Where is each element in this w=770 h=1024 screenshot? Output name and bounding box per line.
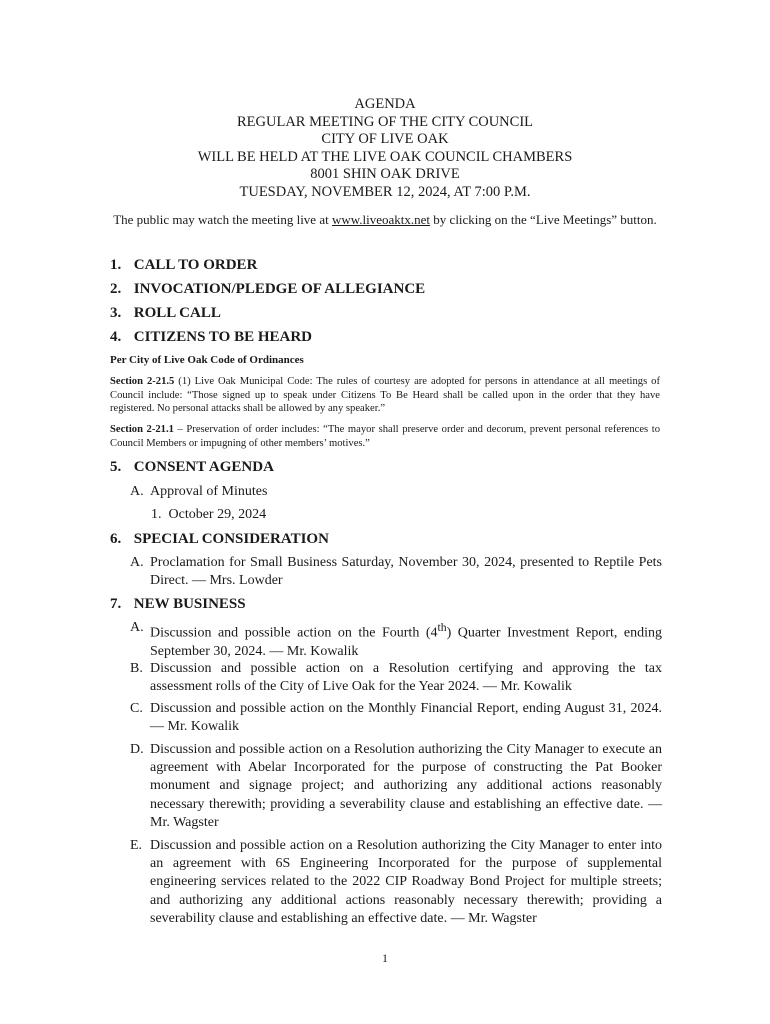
header-location: WILL BE HELD AT THE LIVE OAK COUNCIL CHAMBERS xyxy=(197,148,573,165)
section-citizens-to-be-heard xyxy=(110,329,312,346)
section-number: 1. xyxy=(110,257,122,273)
new-business-item-e xyxy=(130,837,662,928)
item-text: Discussion and possible action on the Monthly Financial Report, ending August 31, 2024. — Mr. Kowalik xyxy=(150,701,662,735)
section-title: INVOCATION/PLEDGE OF ALLEGIANCE xyxy=(133,281,426,297)
header-meeting-type: REGULAR MEETING OF THE CITY COUNCIL xyxy=(236,113,534,130)
section-number: 6. xyxy=(110,531,122,547)
paragraph-text: (1) Live Oak Municipal Code: The rules of courtesy are adopted for persons in attendance at all meetings of Council include: “Those signed up to speak under Citizens To Be Heard shall be called upon in the order that they have registered. No personal attacks shall be allowed by any speaker.” xyxy=(110,376,661,414)
section-2-21-5-paragraph xyxy=(110,375,660,416)
item-label: B. xyxy=(130,661,143,676)
section-title: ROLL CALL xyxy=(133,305,221,321)
item-label: A. xyxy=(130,620,144,635)
item-text: Discussion and possible action on a Resolution authorizing the City Manager to enter into an agreement with 6S Engineering Incorporated for the purpose of supplemental engineering services related to the 2022 CIP Roadway Bond Project for multiple streets; and authorizing any additional actions reasonably necessary therewith; providing a severability clause and establishing an effective date. — Mr. Wagster xyxy=(150,838,662,926)
consent-item-a xyxy=(130,483,662,501)
item-text: Discussion and possible action on the Fourth (4th) Quarter Investment Report, ending September 30, 2024. — Mr. Kowalik xyxy=(150,621,663,659)
item-label: A. xyxy=(130,484,144,499)
header-title: AGENDA xyxy=(354,96,416,112)
new-business-item-b xyxy=(130,660,662,696)
section-consent-agenda xyxy=(110,459,274,476)
paragraph-text: – Preservation of order includes: “The mayor shall preserve order and decorum, prevent personal references to Council Members or impugning of other members’ motives.” xyxy=(110,424,661,449)
section-call-to-order xyxy=(110,257,257,274)
section-2-21-1-paragraph xyxy=(110,423,660,450)
section-title: NEW BUSINESS xyxy=(133,596,246,612)
special-item-a xyxy=(130,554,662,590)
paragraph-label: Section 2-21.5 xyxy=(110,376,175,387)
section-number: 2. xyxy=(110,281,122,297)
section-number: 5. xyxy=(110,459,122,475)
section-title: CALL TO ORDER xyxy=(133,257,258,273)
item-label: A. xyxy=(130,555,144,570)
section-title: SPECIAL CONSIDERATION xyxy=(133,531,329,547)
item-text: October 29, 2024 xyxy=(168,507,267,522)
website-link[interactable]: www.liveoaktx.net xyxy=(331,212,431,227)
new-business-item-a xyxy=(130,619,662,661)
header-datetime: TUESDAY, NOVEMBER 12, 2024, AT 7:00 P.M. xyxy=(239,183,531,200)
item-label: E. xyxy=(130,838,143,853)
header-address: 8001 SHIN OAK DRIVE xyxy=(310,166,460,183)
item-label: D. xyxy=(130,742,144,757)
item-text: Discussion and possible action on a Resolution certifying and approving the tax assessment rolls of the City of Live Oak for the Year 2024. — Mr. Kowalik xyxy=(150,661,662,695)
agenda-header xyxy=(0,96,770,202)
section-roll-call xyxy=(110,305,221,322)
section-special-consideration xyxy=(110,531,329,548)
section-title: CONSENT AGENDA xyxy=(133,459,274,475)
new-business-item-d xyxy=(130,741,662,832)
header-city: CITY OF LIVE OAK xyxy=(321,131,449,148)
watch-text-after: by clicking on the “Live Meetings” button. xyxy=(430,212,657,227)
watch-live-notice xyxy=(0,212,770,228)
ordinal-superscript: th xyxy=(437,621,447,634)
page-number: 1 xyxy=(382,951,388,965)
consent-item-a-1 xyxy=(151,507,266,523)
item-text: Discussion and possible action on a Resolution authorizing the City Manager to execute an agreement with Abelar Incorporated for the purpose of constructing the Pat Booker monument and signage project; and authorizing any additional actions reasonably necessary therewith; providing a severability clause and establishing an effective date. — Mr. Wagster xyxy=(150,742,662,830)
section-number: 7. xyxy=(110,596,122,612)
item-text: Proclamation for Small Business Saturday, November 30, 2024, presented to Reptile Pets Direct. — Mrs. Lowder xyxy=(150,555,662,589)
watch-text-before: The public may watch the meeting live at xyxy=(113,212,332,227)
item-text: Approval of Minutes xyxy=(150,484,268,499)
item-label: 1. xyxy=(151,507,162,522)
paragraph-label: Section 2-21.1 xyxy=(110,424,174,435)
section-new-business xyxy=(110,596,246,613)
section-number: 4. xyxy=(110,329,122,345)
section-title: CITIZENS TO BE HEARD xyxy=(133,329,313,345)
item-label: C. xyxy=(130,701,143,716)
new-business-item-c xyxy=(130,700,662,736)
section-invocation xyxy=(110,281,425,298)
section-number: 3. xyxy=(110,305,122,321)
code-of-ordinances-subheading: Per City of Live Oak Code of Ordinances xyxy=(110,354,304,366)
